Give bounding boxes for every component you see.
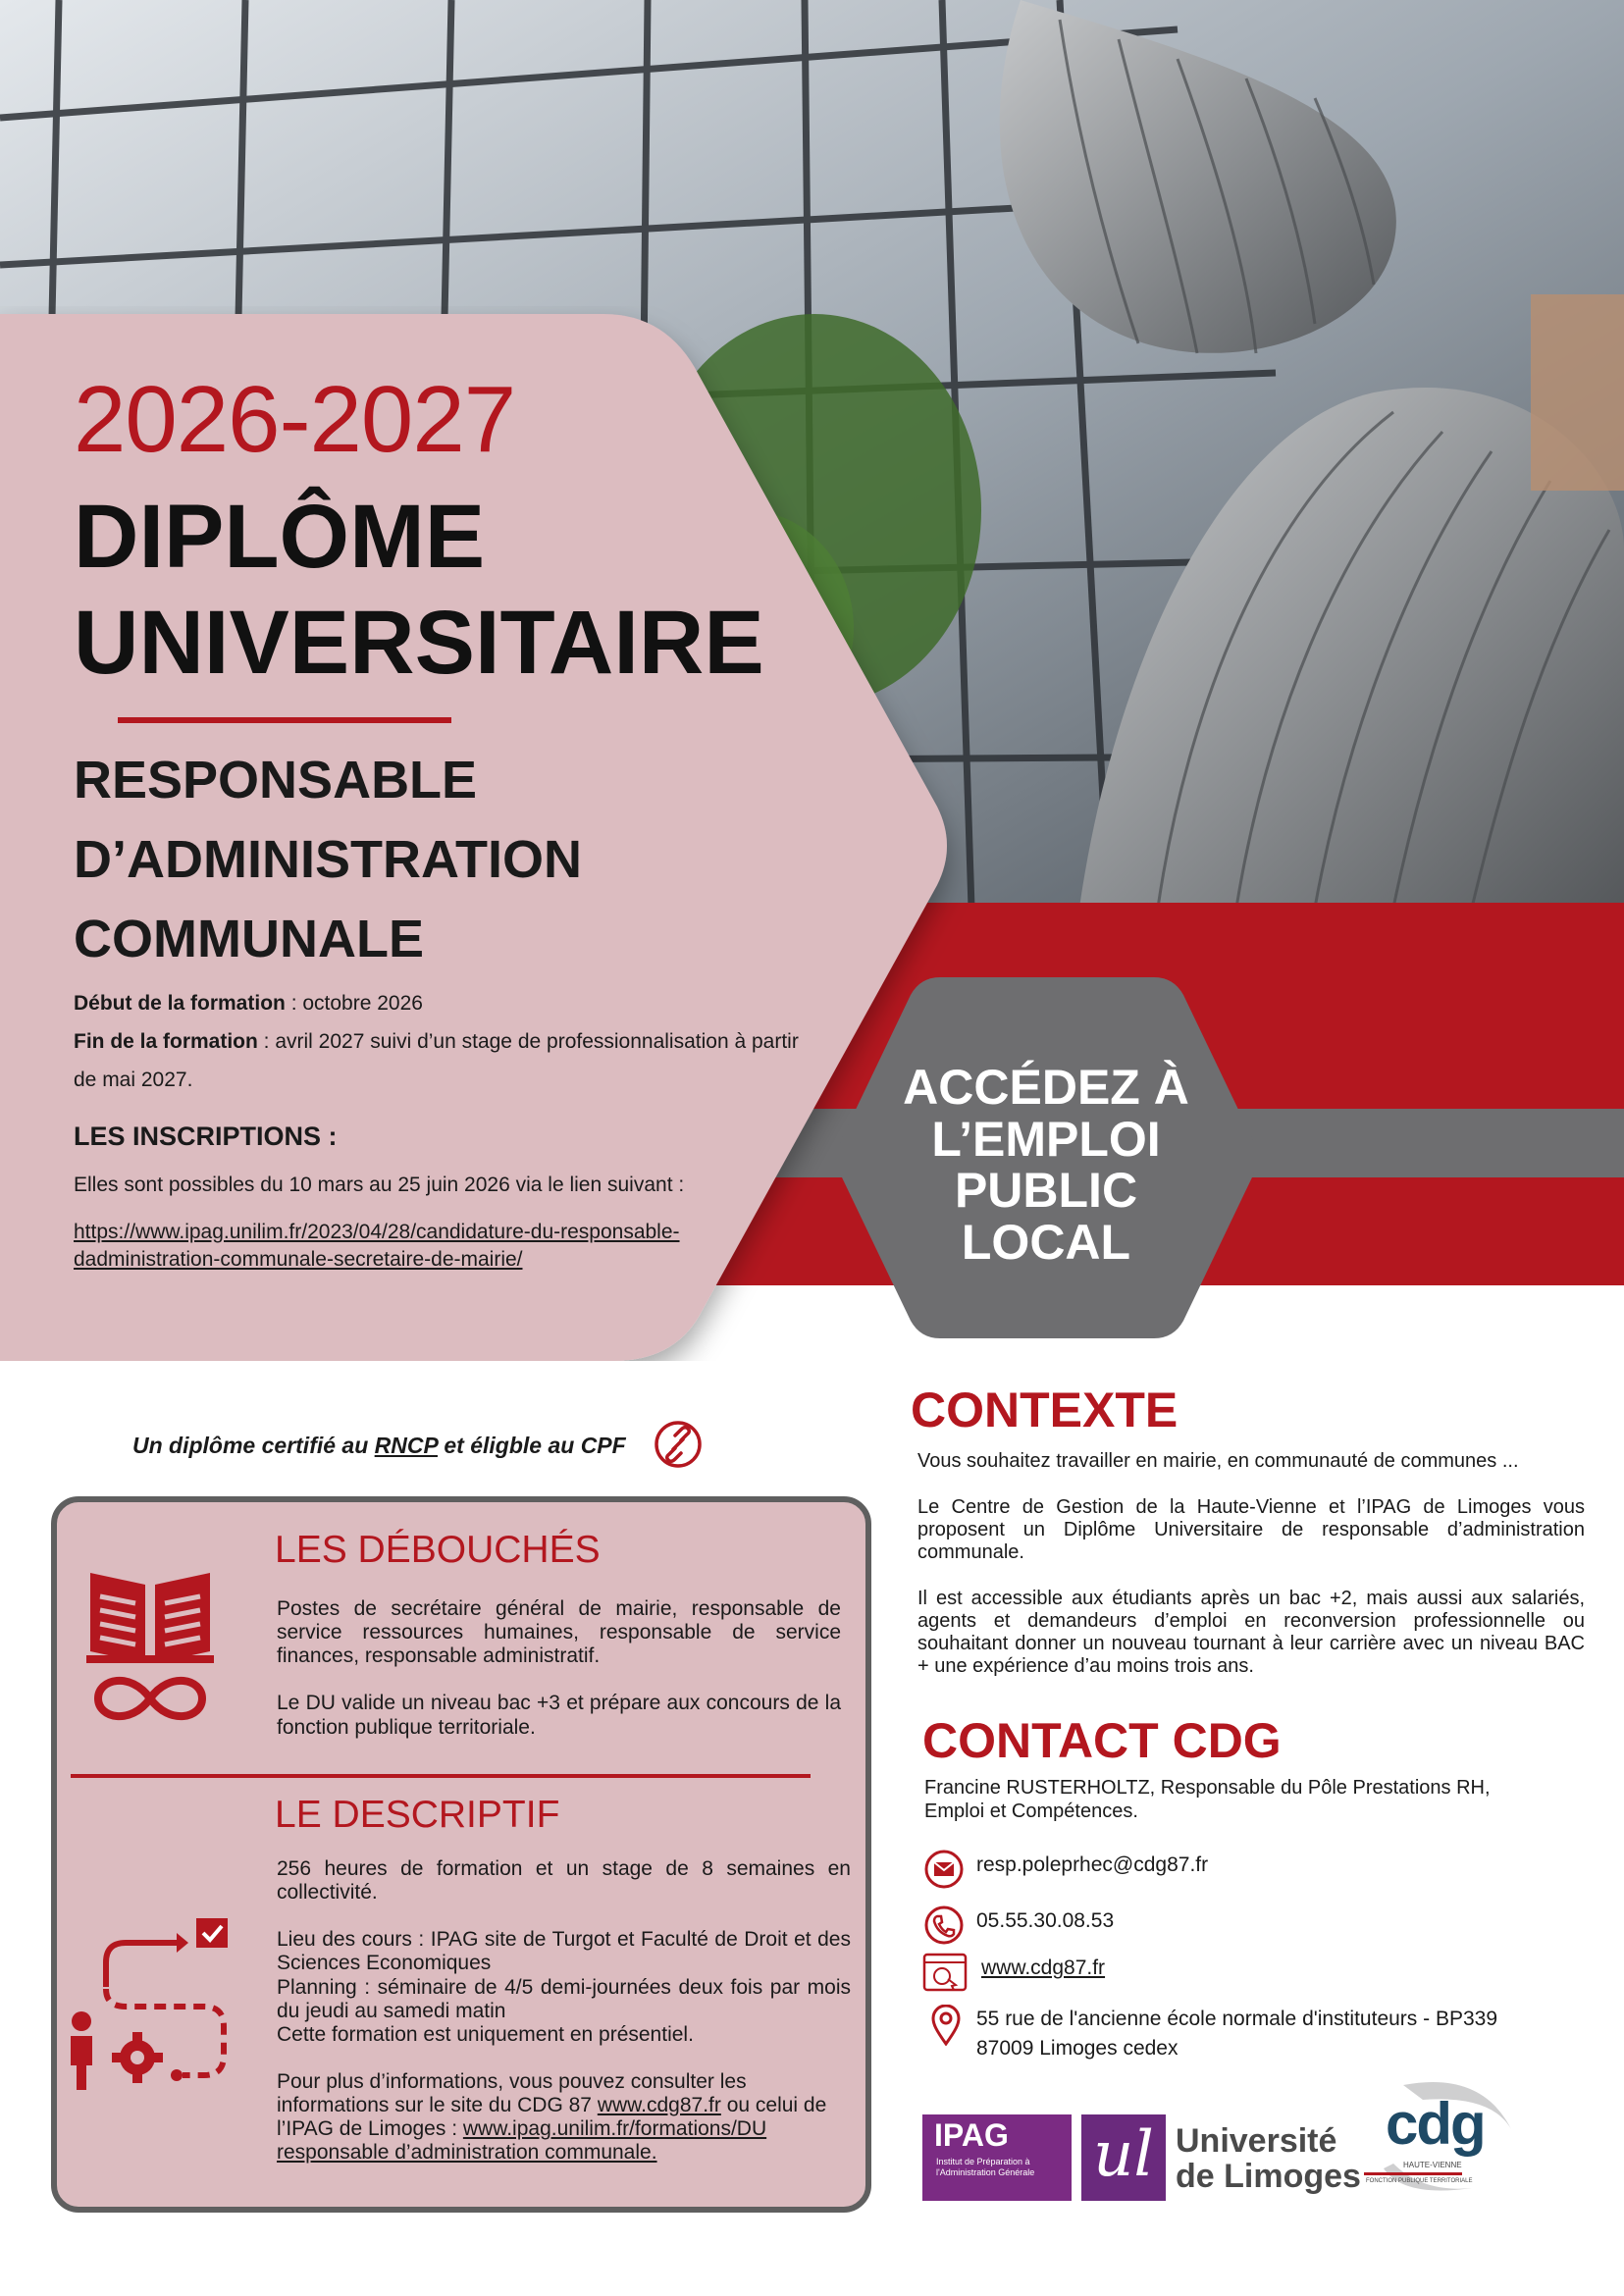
location-icon bbox=[930, 2005, 962, 2046]
process-icon bbox=[67, 1918, 238, 2090]
ipag-logo: IPAG Institut de Préparation à l'Administration Générale bbox=[922, 2114, 1072, 2201]
rncp-statement: Un diplôme certifié au RNCP et éligble au CPF bbox=[132, 1433, 626, 1458]
contact-title: CONTACT CDG bbox=[922, 1713, 1282, 1768]
debouches-text bbox=[277, 1597, 841, 1740]
title-panel bbox=[74, 367, 859, 1274]
universite-limoges-logo: Université de Limoges bbox=[1176, 2122, 1361, 2195]
subtitle-line-2: D’ADMINISTRATION bbox=[74, 830, 582, 890]
subtitle-line-1: RESPONSABLE bbox=[74, 751, 478, 810]
box-divider bbox=[71, 1774, 811, 1778]
descriptif-text bbox=[277, 1857, 851, 2166]
subtitle bbox=[74, 741, 859, 979]
access-line-1: ACCÉDEZ À bbox=[903, 1060, 1189, 1115]
title-separator bbox=[118, 717, 451, 723]
ipag-site-link[interactable]: www.ipag.unilim.fr/formations/DU responsable d’administration communale. bbox=[277, 2117, 767, 2165]
rncp-link[interactable]: RNCP bbox=[374, 1433, 438, 1458]
main-title bbox=[74, 485, 859, 696]
end-date: Fin de la formation : avril 2027 suivi d’un stage de professionnalisation à partir de mai 2027. bbox=[74, 1030, 799, 1091]
descriptif-p3: Pour plus d’informations, vous pouvez consulter les informations sur le site du CDG 87 www.cdg87.fr ou celui de l’IPAG de Limoges : www.ipag.unilim.fr/formations/DU responsable d’administration communale. bbox=[277, 2069, 827, 2165]
access-line-3: PUBLIC bbox=[954, 1163, 1138, 1218]
title-line-2: UNIVERSITAIRE bbox=[74, 592, 764, 693]
phone-icon bbox=[924, 1905, 964, 1945]
descriptif-title: LE DESCRIPTIF bbox=[275, 1794, 560, 1836]
contexte-p3: Il est accessible aux étudiants après un bac +2, mais aussi aux salariés, agents et demandeurs d’emploi en reconversion professionnelle ou souhaitant donner un nouveau tournant à leur carrière avec un niveau BAC + une expérience d’au moins trois ans. bbox=[917, 1588, 1585, 1677]
cdg-logo-bar bbox=[1364, 2172, 1462, 2175]
contact-address: 55 rue de l'ancienne école normale d'instituteurs - BP339 87009 Limoges cedex bbox=[976, 2008, 1498, 2061]
contexte-text bbox=[917, 1450, 1585, 1678]
year-title: 2026-2027 bbox=[74, 367, 516, 472]
start-date: Début de la formation : octobre 2026 bbox=[74, 992, 423, 1016]
contact-email[interactable]: resp.poleprhec@cdg87.fr bbox=[976, 1853, 1209, 1876]
cdg-site-link[interactable]: www.cdg87.fr bbox=[597, 2094, 721, 2117]
title-line-1: DIPLÔME bbox=[74, 487, 486, 587]
ul-logo-mark: ul bbox=[1081, 2114, 1166, 2201]
contexte-p2: Le Centre de Gestion de la Haute-Vienne et l’IPAG de Limoges vous proposent un Diplôme Universitaire de responsable d’administration communale. bbox=[917, 1496, 1585, 1563]
inscriptions-text: Elles sont possibles du 10 mars au 25 juin 2026 via le lien suivant : bbox=[74, 1173, 685, 1196]
contact-website[interactable]: www.cdg87.fr bbox=[981, 1957, 1106, 1979]
dates-info bbox=[74, 985, 859, 1100]
contexte-title: CONTEXTE bbox=[911, 1383, 1179, 1437]
website-icon bbox=[922, 1953, 968, 1994]
contact-phone[interactable]: 05.55.30.08.53 bbox=[976, 1909, 1115, 1932]
book-icon bbox=[86, 1553, 214, 1725]
debouches-p1: Postes de secrétaire général de mairie, responsable de service ressources humaines, responsable de service finances, responsable administratif. bbox=[277, 1597, 841, 1668]
contexte-p1: Vous souhaitez travailler en mairie, en communauté de communes ... bbox=[917, 1450, 1519, 1472]
access-text bbox=[864, 1062, 1229, 1268]
debouches-p2: Le DU valide un niveau bac +3 et prépare aux concours de la fonction publique territoriale. bbox=[277, 1692, 841, 1739]
descriptif-p2: Lieu des cours : IPAG site de Turgot et Faculté de Droit et des Sciences Economiques Planning : séminaire de 4/5 demi-journées deux fois par mois du jeudi au samedi matin Cette formation est uniquement en présentiel. bbox=[277, 1928, 851, 2046]
inscriptions-link[interactable]: https://www.ipag.unilim.fr/2023/04/28/candidature-du-responsable-dadministration-communale-secretaire-de-mairie/ bbox=[74, 1220, 680, 1272]
email-icon bbox=[924, 1850, 964, 1889]
contact-person: Francine RUSTERHOLTZ, Responsable du Pôle Prestations RH, Emploi et Compétences. bbox=[924, 1777, 1491, 1822]
inscriptions-title: LES INSCRIPTIONS : bbox=[74, 1121, 338, 1151]
access-line-4: LOCAL bbox=[961, 1214, 1131, 1270]
link-icon bbox=[654, 1420, 703, 1469]
subtitle-line-3: COMMUNALE bbox=[74, 910, 424, 969]
descriptif-p1: 256 heures de formation et un stage de 8 semaines en collectivité. bbox=[277, 1857, 851, 1905]
debouches-title: LES DÉBOUCHÉS bbox=[275, 1529, 601, 1571]
cdg-logo: cdg HAUTE-VIENNE FONCTION PUBLIQUE TERRITORIALE bbox=[1364, 2070, 1521, 2208]
access-line-2: L’EMPLOI bbox=[931, 1111, 1161, 1167]
